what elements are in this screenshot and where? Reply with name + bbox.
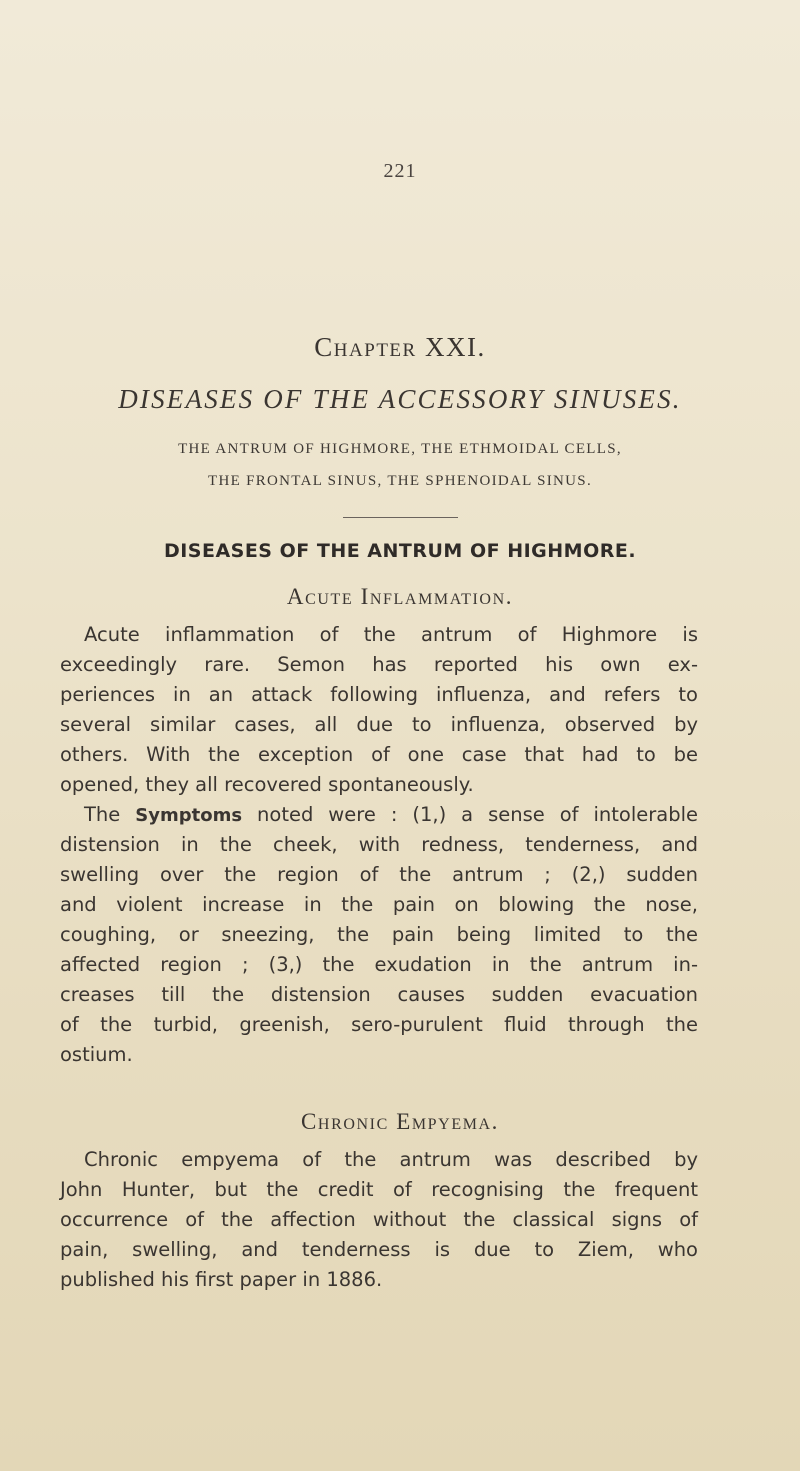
text-line: swelling over the region of the antrum ; (2,) sudden — [60, 863, 698, 886]
text-line: published his first paper in 1886. — [60, 1268, 383, 1291]
text-line: creases till the distension causes sudden evacuation — [60, 983, 698, 1006]
text-run: The — [84, 803, 121, 826]
subsection-heading-acute: Acute Inflammation. — [286, 584, 514, 609]
text-line: of the turbid, greenish, sero-purulent fluid through the — [60, 1013, 698, 1036]
text-line: pain, swelling, and tenderness is due to Ziem, who — [60, 1238, 698, 1261]
page-number: 221 — [383, 160, 417, 182]
text-run: noted were : (1,) a sense of intolerable — [257, 803, 699, 826]
text-line: ostium. — [60, 1043, 133, 1066]
text-line: periences in an attack following influenza, and refers to — [60, 683, 698, 706]
chapter-label: Chapter XXI. — [314, 332, 486, 362]
chapter-title: DISEASES OF THE ACCESSORY SINUSES. — [118, 384, 682, 414]
section-heading: DISEASES OF THE ANTRUM OF HIGHMORE. — [163, 540, 637, 562]
text-line: Acute inflammation of the antrum of Highmore is — [84, 623, 698, 646]
text-line: others. With the exception of one case that had to be — [60, 743, 698, 766]
symptoms-term: Symptoms — [135, 805, 243, 826]
text-line: several similar cases, all due to influenza, observed by — [60, 713, 698, 736]
text-line: John Hunter, but the credit of recognising the frequent — [60, 1178, 698, 1201]
text-line: Chronic empyema of the antrum was described by — [84, 1148, 698, 1171]
chapter-subtitle-line: THE ANTRUM OF HIGHMORE, THE ETHMOIDAL CELLS, — [178, 441, 622, 457]
subsection-heading-chronic: Chronic Empyema. — [300, 1109, 500, 1134]
text-line: opened, they all recovered spontaneously. — [60, 773, 474, 796]
text-line: and violent increase in the pain on blowing the nose, — [60, 893, 698, 916]
divider-rule — [343, 517, 458, 518]
text-line: affected region ; (3,) the exudation in the antrum in- — [60, 953, 698, 976]
chapter-subtitle-line: THE FRONTAL SINUS, THE SPHENOIDAL SINUS. — [207, 473, 592, 489]
text-line: distension in the cheek, with redness, tenderness, and — [60, 833, 698, 856]
text-line: exceedingly rare. Semon has reported his own ex- — [60, 653, 698, 676]
text-line: coughing, or sneezing, the pain being limited to the — [60, 923, 698, 946]
text-line: occurrence of the affection without the classical signs of — [60, 1208, 698, 1231]
text-line — [84, 800, 698, 830]
